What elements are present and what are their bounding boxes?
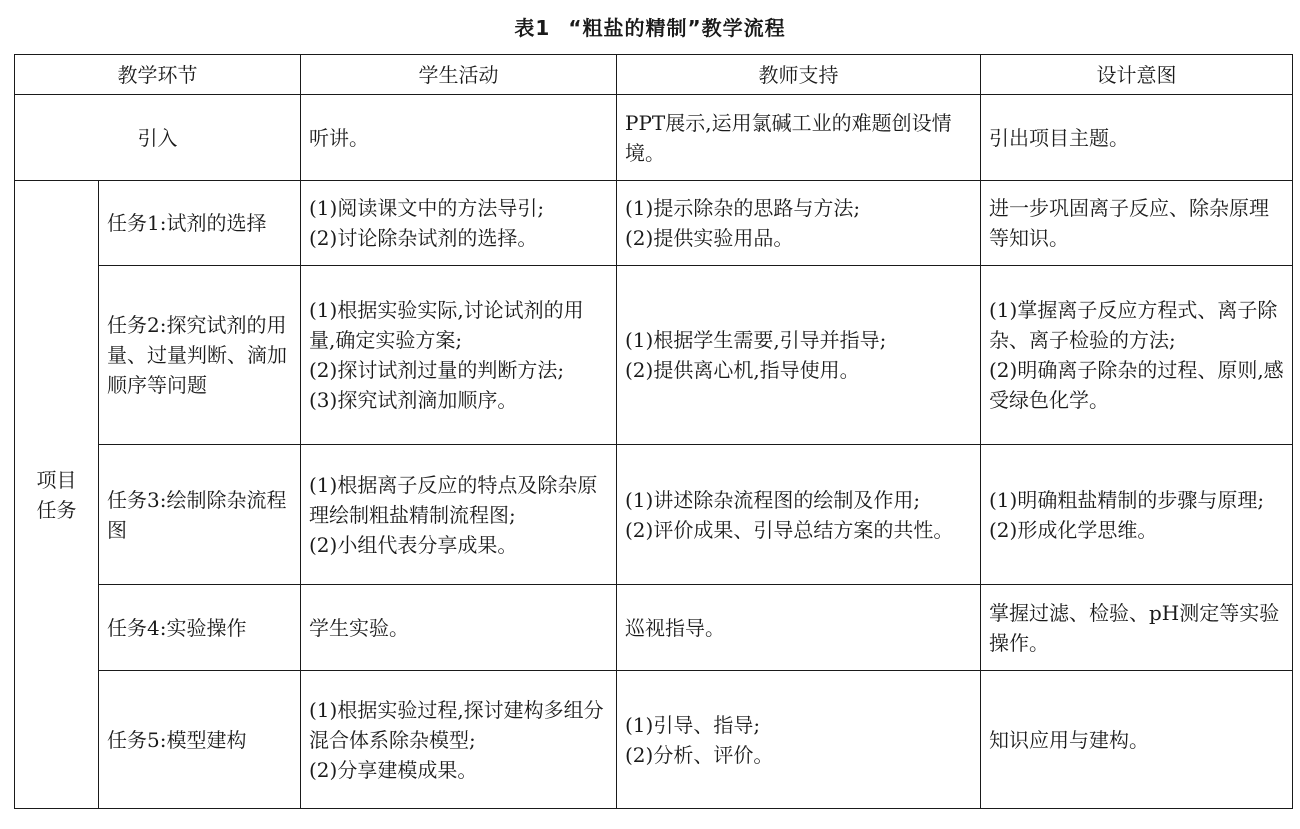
header-row [15, 55, 1293, 95]
table-number: 表1 [514, 16, 551, 40]
task-intent [981, 266, 1293, 445]
task-student-line: (2)探讨试剂过量的判断方法; [309, 358, 565, 382]
table-caption [0, 14, 1300, 42]
task-student [301, 671, 617, 809]
project-task-group-label [15, 181, 99, 809]
task-teacher-line: (1)根据学生需要,引导并指导; [625, 328, 887, 352]
task-intent [981, 445, 1293, 585]
task-intent [981, 181, 1293, 266]
task-teacher [617, 181, 981, 266]
task-student [301, 585, 617, 671]
header-stage: 教学环节 [15, 55, 301, 95]
task-teacher-line: (1)讲述除杂流程图的绘制及作用; [625, 487, 921, 512]
intro-row [15, 95, 1293, 181]
task-intent [981, 671, 1293, 809]
task-teacher [617, 266, 981, 445]
task-student [301, 445, 617, 585]
task-teacher-line: (2)分析、评价。 [625, 742, 774, 767]
task-name: 任务5:模型建构 [99, 671, 301, 809]
intro-student: 听讲。 [301, 95, 617, 181]
task-student-line: (1)根据实验实际,讨论试剂的用量,确定实验方案; [309, 298, 584, 352]
task-row [15, 445, 1293, 585]
task-teacher-line: (1)引导、指导; [625, 712, 761, 737]
task-teacher-line: (2)提供实验用品。 [625, 226, 794, 250]
task-teacher [617, 585, 981, 671]
task-student-line: (1)根据离子反应的特点及除杂原理绘制粗盐精制流程图; [309, 472, 598, 527]
task-name: 任务2:探究试剂的用量、过量判断、滴加顺序等问题 [99, 266, 301, 445]
task-student [301, 181, 617, 266]
task-student-line: (1)根据实验过程,探讨建构多组分混合体系除杂模型; [309, 697, 604, 752]
task-teacher [617, 671, 981, 809]
task-intent-line: (1)明确粗盐精制的步骤与原理; [989, 487, 1265, 512]
project-task-label-text: 项目任务 [36, 467, 77, 522]
task-student-line: (2)分享建模成果。 [309, 757, 478, 782]
task-row [15, 585, 1293, 671]
task-student-line: (2)小组代表分享成果。 [309, 532, 518, 557]
task-row [15, 671, 1293, 809]
task-name: 任务3:绘制除杂流程图 [99, 445, 301, 585]
task-intent-line: 进一步巩固离子反应、除杂原理等知识。 [989, 196, 1269, 250]
task-row [15, 266, 1293, 445]
task-teacher-line: (2)提供离心机,指导使用。 [625, 358, 860, 382]
task-teacher-line: (2)评价成果、引导总结方案的共性。 [625, 517, 954, 542]
header-student-activity: 学生活动 [301, 55, 617, 95]
task-teacher-line: 巡视指导。 [625, 615, 725, 640]
intro-intent: 引出项目主题。 [981, 95, 1293, 181]
task-intent-line: 掌握过滤、检验、pH测定等实验操作。 [989, 600, 1280, 655]
task-teacher-line: (1)提示除杂的思路与方法; [625, 196, 861, 220]
intro-stage: 引入 [15, 95, 301, 181]
header-teacher-support: 教师支持 [617, 55, 981, 95]
task-intent-line: (2)形成化学思维。 [989, 517, 1158, 542]
task-student-line: (1)阅读课文中的方法导引; [309, 196, 545, 220]
task-student-line: 学生实验。 [309, 615, 409, 640]
intro-teacher: PPT展示,运用氯碱工业的难题创设情境。 [617, 95, 981, 181]
task-intent-line: (2)明确离子除杂的过程、原则,感受绿色化学。 [989, 358, 1284, 412]
task-intent-line: (1)掌握离子反应方程式、离子除杂、离子检验的方法; [989, 298, 1278, 352]
task-student-line: (2)讨论除杂试剂的选择。 [309, 226, 538, 250]
teaching-flow-table [14, 54, 1293, 809]
task-student [301, 266, 617, 445]
task-name: 任务4:实验操作 [99, 585, 301, 671]
task-intent [981, 585, 1293, 671]
task-student-line: (3)探究试剂滴加顺序。 [309, 388, 518, 412]
task-intent-line: 知识应用与建构。 [989, 727, 1149, 752]
task-teacher [617, 445, 981, 585]
task-name: 任务1:试剂的选择 [99, 181, 301, 266]
header-design-intent: 设计意图 [981, 55, 1293, 95]
table-title: “粗盐的精制”教学流程 [568, 16, 786, 40]
task-row [15, 181, 1293, 266]
